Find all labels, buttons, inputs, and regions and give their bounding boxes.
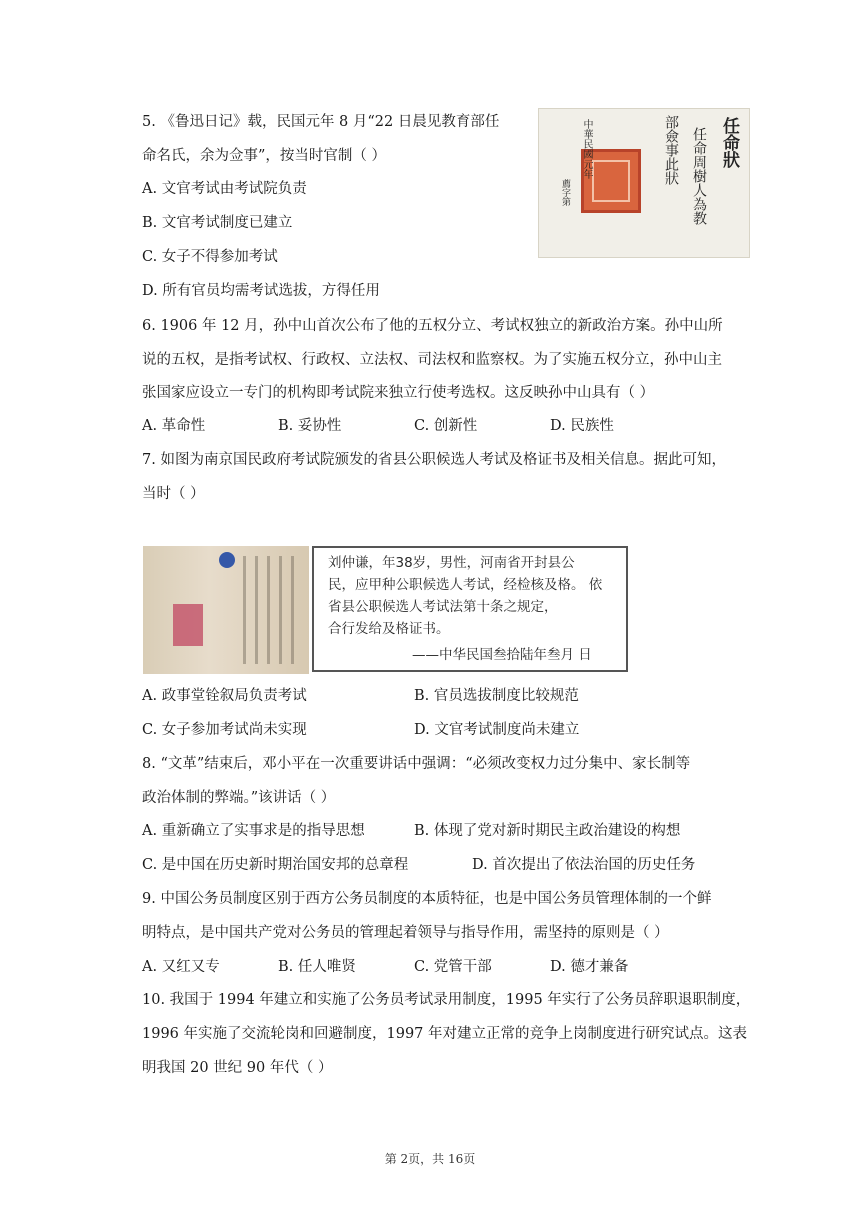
q8-option-c[interactable]: C. 是中国在历史新时期治国安邦的总章程 [142, 857, 409, 873]
q6-option-d[interactable]: D. 民族性 [550, 418, 614, 434]
q9-option-a[interactable]: A. 又红又专 [142, 959, 220, 975]
certificate-col3: 中華民國元年 [581, 119, 592, 179]
q7-stem-line1: 7. 如图为南京国民政府考试院颁发的省县公职候选人考试及格证书及相关信息。据此可知， [142, 452, 726, 468]
q10-stem-line3: 明我国 20 世纪 90 年代（ ） [142, 1060, 333, 1076]
q5-option-b[interactable]: B. 文官考试制度已建立 [142, 215, 293, 231]
q6-option-b[interactable]: B. 妥协性 [278, 418, 342, 434]
certificate-col4: 薦字第 [560, 179, 570, 206]
q8-stem-line1: 8. “文革”结束后，邓小平在一次重要讲话中强调：“必须改变权力过分集中、家长制等 [142, 756, 691, 772]
q7-stem-line2: 当时（ ） [142, 486, 205, 502]
q6-option-c[interactable]: C. 创新性 [414, 418, 478, 434]
q9-stem-line1: 9. 中国公务员制度区别于西方公务员制度的本质特征，也是中国公务员管理体制的一个鲜 [142, 891, 712, 907]
red-seal-stamp [173, 604, 203, 646]
q6-stem-line1: 6. 1906 年 12 月，孙中山首次公布了他的五权分立、考试权独立的新政治方案。孙中山所 [142, 318, 723, 334]
q6-stem-line3: 张国家应设立一专门的机构即考试院来独立行使考选权。这反映孙中山具有（ ） [142, 385, 655, 401]
info-line3: 省县公职候选人考试法第十条之规定， [328, 599, 558, 615]
q6-option-a[interactable]: A. 革命性 [142, 418, 206, 434]
info-line1: 刘仲谦，年38岁，男性，河南省开封县公 [328, 555, 575, 571]
q5-option-d[interactable]: D. 所有官员均需考试选拔，方得任用 [142, 283, 380, 299]
q10-stem-line2: 1996 年实施了交流轮岗和回避制度，1997 年对建立正常的竞争上岗制度进行研究试点。这表 [142, 1026, 748, 1042]
q7-option-d[interactable]: D. 文官考试制度尚未建立 [414, 722, 580, 738]
q5-option-a[interactable]: A. 文官考试由考试院负责 [142, 181, 307, 197]
info-line4: 合行发给及格证书。 [328, 621, 450, 637]
q8-option-d[interactable]: D. 首次提出了依法治国的历史任务 [472, 857, 696, 873]
q6-stem-line2: 说的五权，是指考试权、行政权、立法权、司法权和监察权。为了实施五权分立，孙中山主 [142, 352, 722, 368]
certificate-info-box [312, 546, 628, 672]
certificate-title: 任命狀 [719, 117, 739, 168]
national-emblem-icon [219, 552, 235, 568]
certificate-col2: 部僉事此狀 [663, 115, 679, 185]
q9-option-b[interactable]: B. 任人唯贤 [278, 959, 356, 975]
q8-option-a[interactable]: A. 重新确立了实事求是的指导思想 [142, 823, 365, 839]
q9-stem-line2: 明特点，是中国共产党对公务员的管理起着领导与指导作用，需坚持的原则是（ ） [142, 925, 669, 941]
exam-certificate-image [143, 546, 309, 674]
q8-stem-line2: 政治体制的弊端。”该讲话（ ） [142, 790, 336, 806]
certificate-col1: 任命周樹人為教 [691, 127, 707, 225]
q5-stem-line2: 命名氏，余为佥事”，按当时官制（ ） [142, 148, 387, 164]
q7-option-c[interactable]: C. 女子参加考试尚未实现 [142, 722, 307, 738]
info-line2: 民，应甲种公职候选人考试，经检核及格。 依 [328, 577, 603, 593]
q9-option-d[interactable]: D. 德才兼备 [550, 959, 629, 975]
page-footer: 第 2页，共 16页 [384, 1152, 476, 1166]
q5-stem-line1: 5. 《鲁迅日记》载，民国元年 8 月“22 日晨见教育部任 [142, 114, 500, 130]
q9-option-c[interactable]: C. 党管干部 [414, 959, 492, 975]
q8-option-b[interactable]: B. 体现了党对新时期民主政治建设的构想 [414, 823, 681, 839]
q10-stem-line1: 10. 我国于 1994 年建立和实施了公务员考试录用制度，1995 年实行了公务员辞职退职制度， [142, 992, 751, 1008]
q7-option-a[interactable]: A. 政事堂铨叙局负责考试 [142, 688, 307, 704]
q5-option-c[interactable]: C. 女子不得参加考试 [142, 249, 278, 265]
q7-option-b[interactable]: B. 官员选拔制度比较规范 [414, 688, 579, 704]
appointment-certificate-image [538, 108, 750, 258]
info-date: ——中华民国叁拾陆年叁月 日 [412, 647, 592, 663]
